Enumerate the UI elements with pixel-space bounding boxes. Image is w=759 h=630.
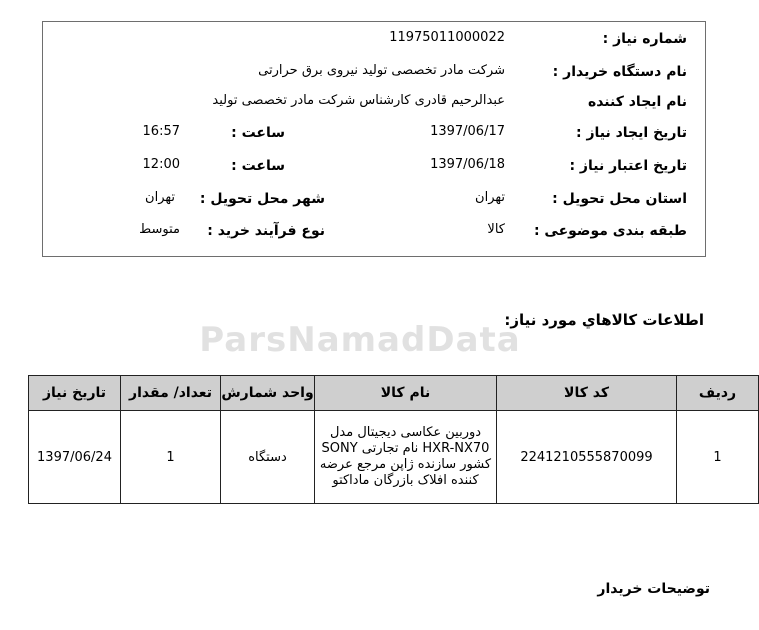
watermark: ParsNamadData <box>199 320 521 360</box>
goods-name: دوربین عکاسی دیجیتال مدل HXR-NX70 نام تجارتی SONY کشور سازنده ژاپن مرجع عرضه کننده افلاک بازرگان ماداکتو <box>315 411 497 504</box>
create-time: 16:57 <box>142 124 180 139</box>
need-number-label: شماره نیاز : <box>602 31 687 47</box>
quantity: 1 <box>121 411 221 504</box>
unit: دستگاه <box>221 411 315 504</box>
goods-section-title: اطلاعات کالاهاي مورد نياز: <box>504 311 704 329</box>
header-goods-name: نام کالا <box>315 376 497 411</box>
header-goods-code: کد کالا <box>497 376 677 411</box>
goods-table-header <box>29 376 759 411</box>
province: تهران <box>475 190 505 205</box>
valid-date: 1397/06/18 <box>430 157 505 172</box>
row-number: 1 <box>677 411 759 504</box>
city: تهران <box>145 190 175 205</box>
category-label: طبقه بندی موضوعی : <box>533 223 687 239</box>
goods-table <box>28 375 759 504</box>
valid-date-label: تاریخ اعتبار نیاز : <box>569 158 687 174</box>
need-number: 11975011000022 <box>389 30 505 45</box>
creator-name: عبدالرحیم قادری کارشناس شرکت مادر تخصصی تولید <box>212 93 505 108</box>
need-date: 1397/06/24 <box>29 411 121 504</box>
create-date-label: تاریخ ایجاد نیاز : <box>575 125 687 141</box>
header-quantity: تعداد/ مقدار <box>121 376 221 411</box>
valid-time-label: ساعت : <box>231 158 285 174</box>
buyer-label: نام دستگاه خریدار : <box>552 64 687 80</box>
city-label: شهر محل تحویل : <box>199 191 325 207</box>
buyer-name: شرکت مادر تخصصی تولید نیروی برق حرارتی <box>258 63 505 78</box>
buyer-notes-label: توضیحات خریدار <box>597 581 710 597</box>
category: کالا <box>487 222 505 237</box>
process-label: نوع فرآیند خرید : <box>207 223 325 239</box>
need-info-box <box>42 21 706 257</box>
process-type: متوسط <box>139 222 180 237</box>
creator-label: نام ایجاد کننده <box>587 94 687 110</box>
valid-time: 12:00 <box>142 157 180 172</box>
goods-code: 2241210555870099 <box>497 411 677 504</box>
create-time-label: ساعت : <box>231 125 285 141</box>
header-need-date: تاریخ نیاز <box>29 376 121 411</box>
table-row <box>29 411 759 504</box>
header-row-number: ردیف <box>677 376 759 411</box>
province-label: استان محل تحویل : <box>552 191 687 207</box>
header-unit: واحد شمارش <box>221 376 315 411</box>
create-date: 1397/06/17 <box>430 124 505 139</box>
